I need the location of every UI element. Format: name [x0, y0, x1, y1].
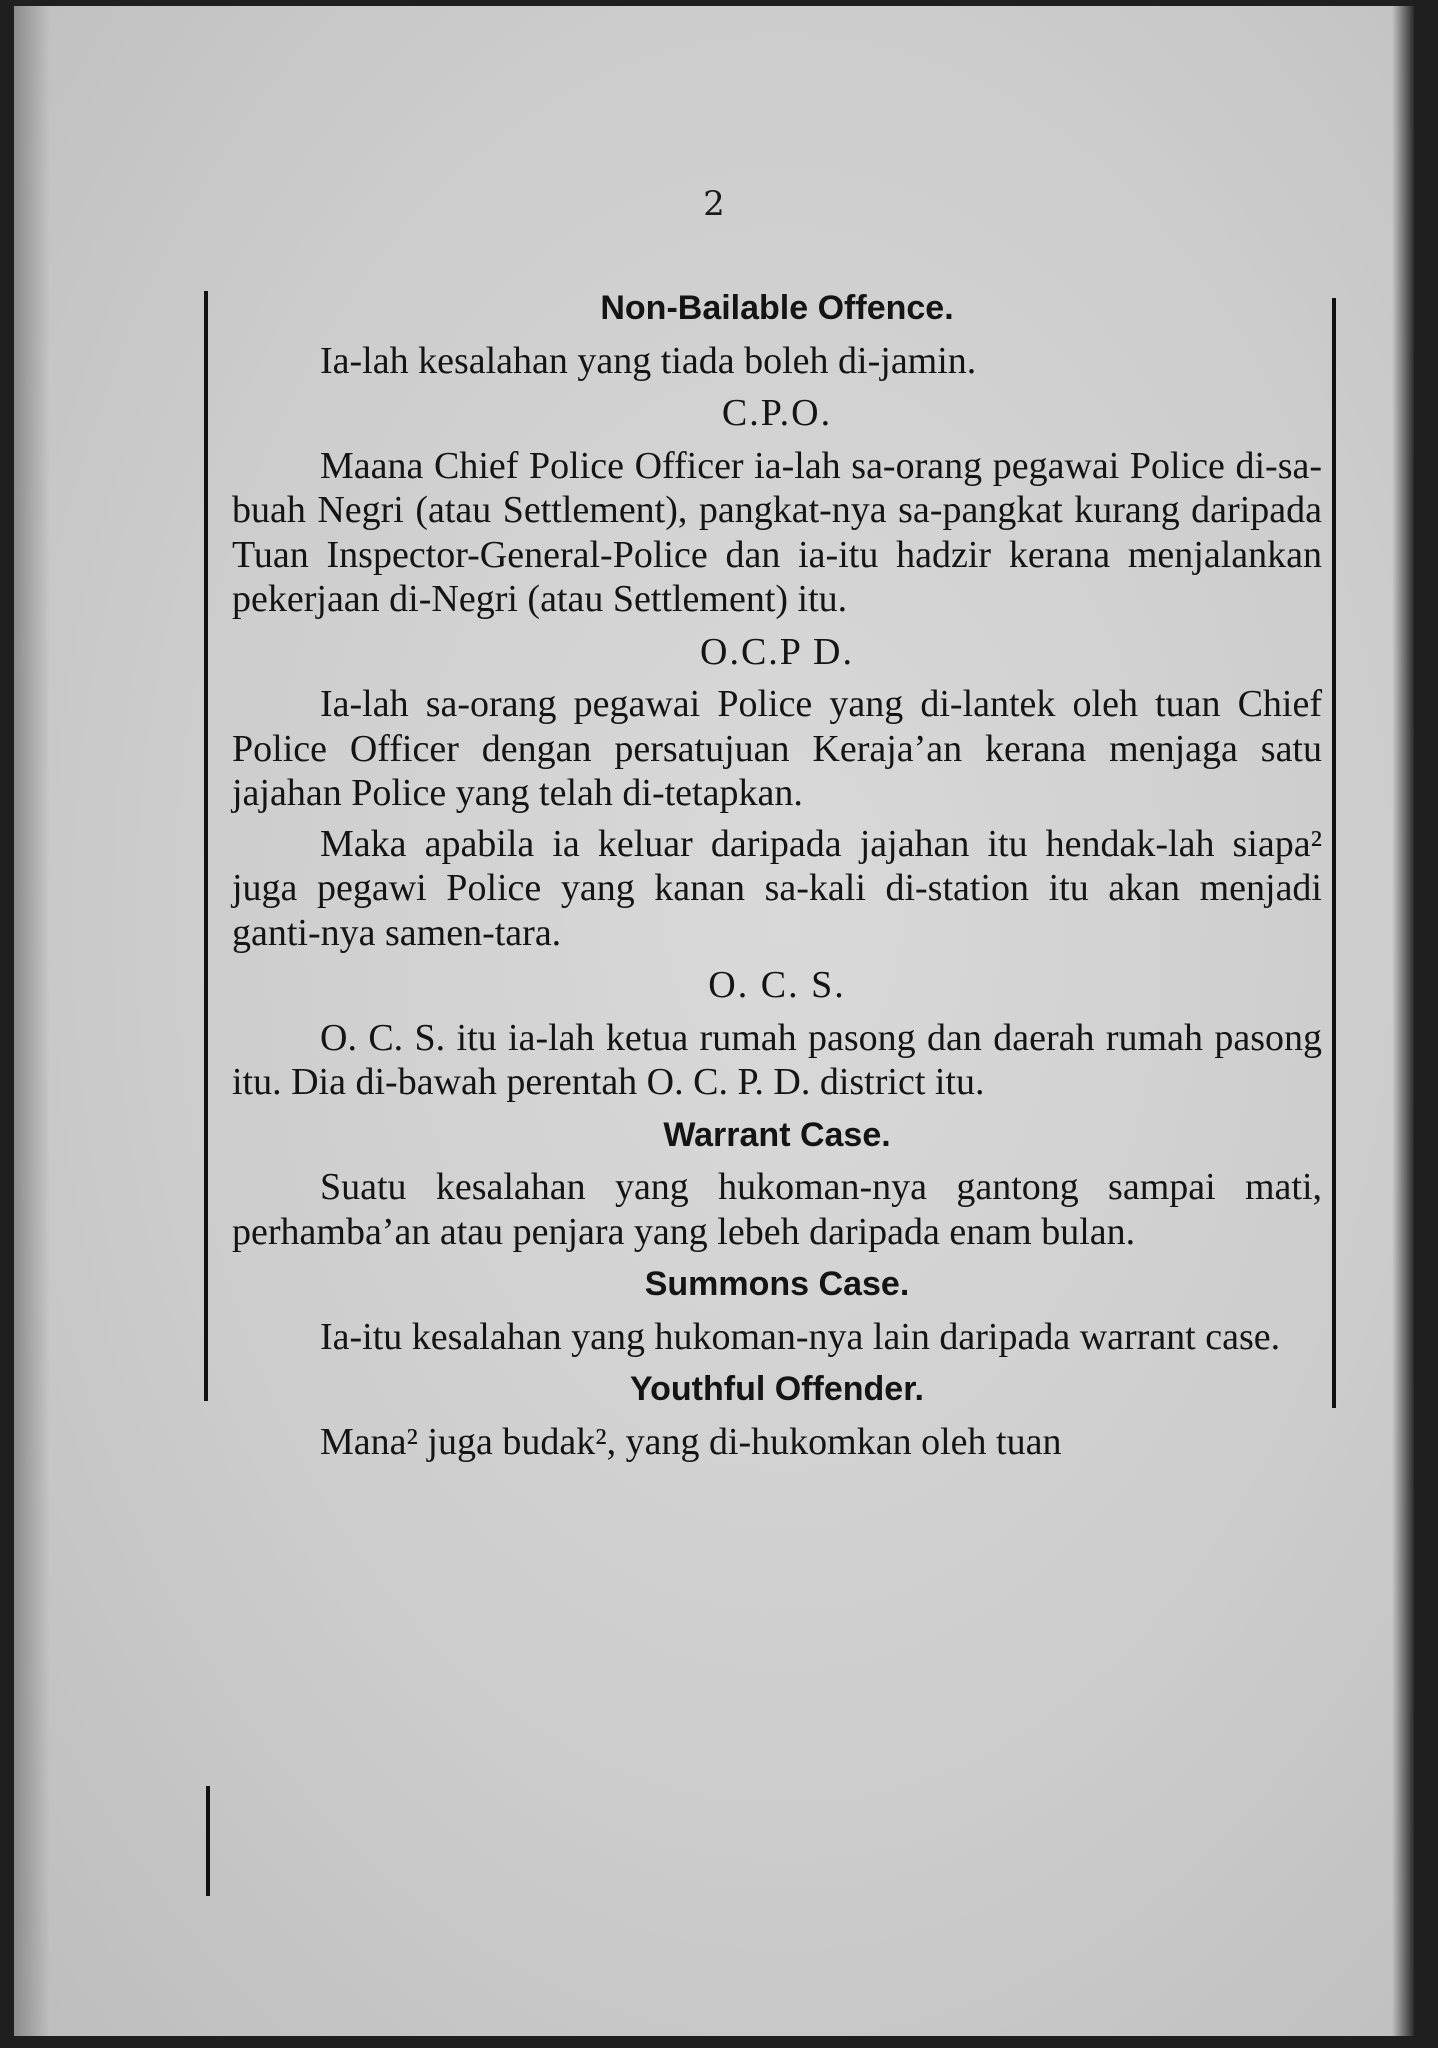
- section-cpo: [232, 391, 1322, 622]
- section-paragraph: Ia-lah sa-orang pegawai Police yang di-lantek oleh tuan Chief Police Officer dengan persatujuan Keraja’an kerana menjaga satu jajahan Police yang telah di-tetapkan.: [232, 683, 1322, 814]
- section-heading: O.C.P D.: [700, 630, 854, 673]
- section-non-bailable: [232, 286, 1322, 383]
- page-number: 2: [703, 184, 725, 224]
- right-margin-rule: [1332, 298, 1336, 1408]
- left-margin-rule-lower: [206, 1786, 210, 1896]
- section-heading: Youthful Offender.: [629, 1370, 924, 1408]
- section-heading: Warrant Case.: [663, 1115, 891, 1154]
- section-ocpd: [232, 630, 1322, 956]
- section-paragraph: Maana Chief Police Officer ia-lah sa-orang pegawai Police di-sa-buah Negri (atau Settlement), pangkat-nya sa-pangkat kurang daripada Tuan Inspector-General-Police dan ia-itu hadzir kerana menjalankan pekerjaan di-Negri (atau Settlement) itu.: [232, 444, 1322, 620]
- section-heading: Summons Case.: [644, 1265, 910, 1303]
- section-heading: C.P.O.: [721, 392, 833, 434]
- section-paragraph: Ia-lah kesalahan yang tiada boleh di-jamin.: [320, 339, 977, 382]
- section-warrant-case: [232, 1113, 1322, 1255]
- section-summons-case: [232, 1262, 1322, 1359]
- section-youthful-offender: [232, 1367, 1322, 1464]
- section-paragraph: Ia-itu kesalahan yang hukoman-nya lain daripada warrant case.: [320, 1315, 1281, 1358]
- section-paragraph: O. C. S. itu ia-lah ketua rumah pasong dan daerah rumah pasong itu. Dia di-bawah perentah O. C. P. D. district itu.: [232, 1016, 1322, 1103]
- page-body: [232, 278, 1322, 1470]
- section-heading: Non-Bailable Offence.: [600, 289, 954, 327]
- spine-shadow: [14, 6, 50, 2036]
- left-margin-rule: [204, 291, 208, 1401]
- page-edge-shadow: [1392, 6, 1414, 2036]
- section-paragraph: Suatu kesalahan yang hukoman-nya gantong sampai mati, perhamba’an atau penjara yang lebeh daripada enam bulan.: [232, 1166, 1322, 1253]
- section-paragraph: Maka apabila ia keluar daripada jajahan itu hendak-lah siapa² juga pegawi Police yang kanan sa-kali di-station itu akan menjadi ganti-nya samen-tara.: [232, 822, 1322, 954]
- section-ocs: [232, 963, 1322, 1105]
- section-paragraph: Mana² juga budak², yang di-hukomkan oleh tuan: [320, 1420, 1062, 1463]
- book-page: [14, 6, 1414, 2036]
- section-heading: O. C. S.: [708, 964, 846, 1006]
